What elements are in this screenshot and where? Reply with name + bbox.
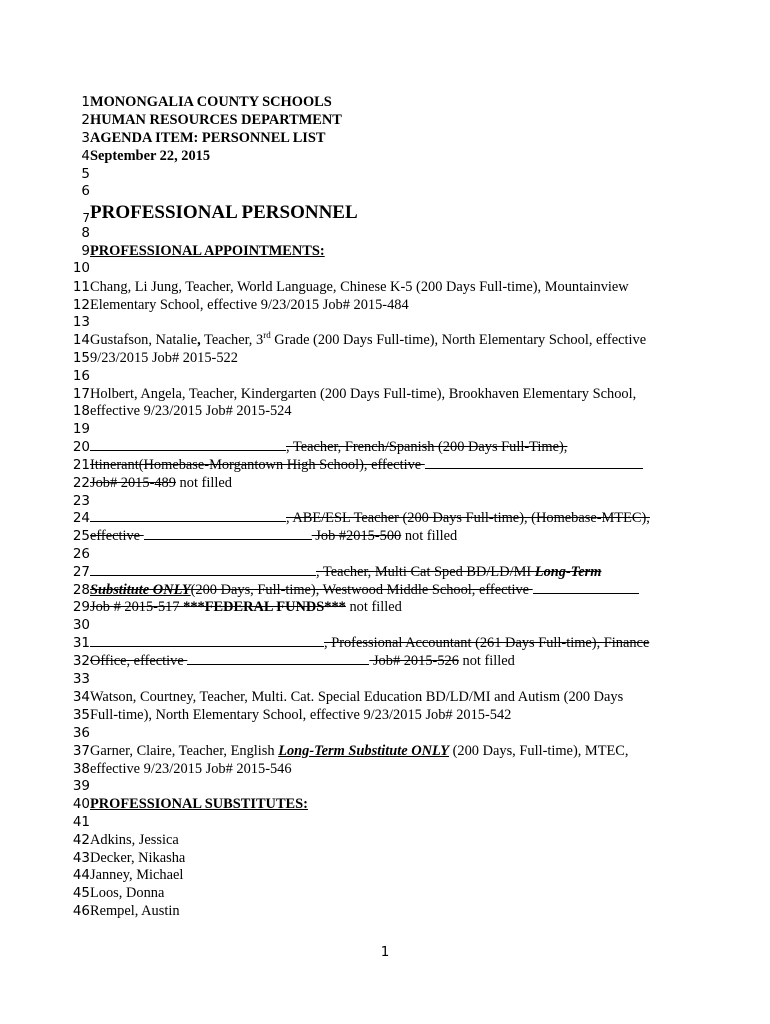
line-number: 38 (72, 761, 90, 777)
gustafson-comma: , (197, 332, 201, 348)
line-number: 21 (72, 457, 90, 473)
line-number: 9 (81, 243, 90, 259)
not-filled-note: not filled (401, 528, 458, 544)
line-number: 42 (72, 832, 90, 848)
line-number: 15 (72, 350, 90, 366)
gustafson-details: Grade (200 Days Full-time), North Elementary School, effective (270, 332, 647, 348)
vacancy-french-cont (90, 456, 643, 474)
federal-funds-note: ***FEDERAL FUNDS*** (183, 599, 346, 615)
line-number: 46 (72, 903, 90, 919)
line-number: 12 (72, 297, 90, 313)
blank-line (90, 449, 286, 451)
line-number: 22 (72, 475, 90, 491)
vacancy-french-location: Itinerant(Homebase-Morgantown High School), effective (90, 457, 425, 473)
appointment-holbert-cont: effective 9/23/2015 Job# 2015-524 (90, 403, 292, 419)
vacancy-esl-effective: effective (90, 528, 144, 544)
line-number: 27 (72, 564, 90, 580)
job-number: Job # 2015-517 (90, 599, 184, 615)
agenda-item: AGENDA ITEM: PERSONNEL LIST (90, 130, 326, 146)
line-number: 45 (72, 885, 90, 901)
line-number: 29 (72, 599, 90, 615)
blank-line (90, 645, 324, 647)
gustafson-name: Gustafson, Natalie (90, 332, 198, 348)
only-label: ONLY (149, 582, 191, 598)
vacancy-accountant (90, 634, 649, 652)
vacancy-french-text: , Teacher, French/Spanish (200 Days Full-Time), (286, 439, 568, 455)
appointment-watson-cont: Full-time), North Elementary School, effective 9/23/2015 Job# 2015-542 (90, 707, 512, 723)
line-number: 26 (72, 546, 90, 562)
vacancy-multicat-job (90, 598, 402, 616)
garner-details: (200 Days, Full-time), MTEC, (449, 743, 629, 759)
line-number: 41 (72, 814, 90, 830)
line-number: 33 (72, 671, 90, 687)
line-number: 19 (72, 421, 90, 437)
line-number: 37 (72, 743, 90, 759)
not-filled-note: not filled (345, 599, 402, 615)
line-number: 3 (81, 130, 90, 146)
document-date: September 22, 2015 (90, 148, 211, 164)
line-number: 11 (72, 279, 90, 295)
appointment-chang-cont: Elementary School, effective 9/23/2015 Job# 2015-484 (90, 297, 409, 313)
page-number: 1 (380, 944, 390, 960)
vacancy-accountant-effective: Office, effective (90, 653, 188, 669)
line-number: 10 (72, 260, 90, 276)
line-number: 34 (72, 689, 90, 705)
vacancy-accountant-cont (90, 652, 515, 670)
vacancy-accountant-text: , Professional Accountant (261 Days Full-time), Finance (324, 635, 650, 651)
vacancy-esl-cont (90, 527, 457, 545)
section-title: PROFESSIONAL PERSONNEL (90, 202, 358, 223)
line-number: 36 (72, 725, 90, 741)
line-number: 40 (72, 796, 90, 812)
appointment-chang: Chang, Li Jung, Teacher, World Language, Chinese K-5 (200 Days Full-time), Mountainview (90, 279, 629, 295)
substitutes-heading: PROFESSIONAL SUBSTITUTES: (90, 796, 308, 812)
not-filled-note: not filled (458, 653, 515, 669)
line-number: 30 (72, 617, 90, 633)
vacancy-multicat-text: , Teacher, Multi Cat Sped BD/LD/MI (316, 564, 535, 580)
line-number: 31 (72, 635, 90, 651)
line-number: 13 (72, 314, 90, 330)
substitute-label: Substitute (90, 582, 150, 598)
vacancy-esl-text: , ABE/ESL Teacher (200 Days Full-time), (Homebase-MTEC), (286, 510, 650, 526)
substitute-name: Adkins, Jessica (90, 832, 179, 848)
line-number: 8 (81, 225, 90, 241)
vacancy-french-job (90, 474, 232, 492)
gustafson-teacher: Teacher, 3 (200, 332, 264, 348)
blank-line (90, 520, 286, 522)
not-filled-note: not filled (175, 475, 232, 491)
line-number: 6 (81, 183, 90, 199)
appointment-holbert: Holbert, Angela, Teacher, Kindergarten (200 Days Full-time), Brookhaven Elementary School, (90, 386, 637, 402)
line-number: 39 (72, 778, 90, 794)
department-name: HUMAN RESOURCES DEPARTMENT (90, 112, 342, 128)
line-number: 14 (72, 332, 90, 348)
line-number: 44 (72, 867, 90, 883)
garner-name: Garner, Claire, Teacher, English (90, 743, 279, 759)
substitute-name: Loos, Donna (90, 885, 165, 901)
substitute-name: Decker, Nikasha (90, 850, 186, 866)
job-number: Job# 2015-489 (90, 475, 176, 491)
long-term-substitute-label: Long-Term Substitute ONLY (278, 743, 450, 759)
line-number: 2 (81, 112, 90, 128)
line-number: 16 (72, 368, 90, 384)
line-number: 35 (72, 707, 90, 723)
line-number: 24 (72, 510, 90, 526)
blank-line (533, 592, 639, 594)
line-number: 7 (82, 211, 90, 225)
appointment-gustafson-cont: 9/23/2015 Job# 2015-522 (90, 350, 238, 366)
line-number: 25 (72, 528, 90, 544)
substitute-name: Rempel, Austin (90, 903, 180, 919)
line-number: 28 (72, 582, 90, 598)
vacancy-multicat (90, 563, 601, 581)
appointment-gustafson (90, 331, 646, 349)
job-number: Job# 2015-526 (369, 653, 459, 669)
vacancy-french (90, 438, 567, 456)
line-number: 32 (72, 653, 90, 669)
blank-line (425, 467, 643, 469)
line-number: 20 (72, 439, 90, 455)
blank-line (90, 574, 316, 576)
line-number: 4 (81, 148, 90, 164)
vacancy-multicat-cont (90, 581, 639, 599)
vacancy-esl (90, 509, 650, 527)
line-number: 17 (72, 386, 90, 402)
appointment-garner (90, 742, 629, 760)
ordinal-suffix: rd (263, 330, 271, 341)
line-number: 18 (72, 403, 90, 419)
line-number: 5 (81, 166, 90, 182)
line-number: 43 (72, 850, 90, 866)
appointments-heading: PROFESSIONAL APPOINTMENTS: (90, 243, 325, 259)
appointment-watson: Watson, Courtney, Teacher, Multi. Cat. Special Education BD/LD/MI and Autism (200 Days (90, 689, 624, 705)
job-number: Job #2015-500 (311, 528, 402, 544)
blank-line (144, 538, 312, 540)
vacancy-multicat-details: (200 Days, Full-time), Westwood Middle School, effective (190, 582, 533, 598)
substitute-name: Janney, Michael (90, 867, 184, 883)
org-name: MONONGALIA COUNTY SCHOOLS (90, 94, 332, 110)
line-number: 1 (81, 94, 90, 110)
appointment-garner-cont: effective 9/23/2015 Job# 2015-546 (90, 761, 292, 777)
line-number: 23 (72, 493, 90, 509)
blank-line (187, 663, 369, 665)
long-term-label: Long-Term (534, 564, 602, 580)
